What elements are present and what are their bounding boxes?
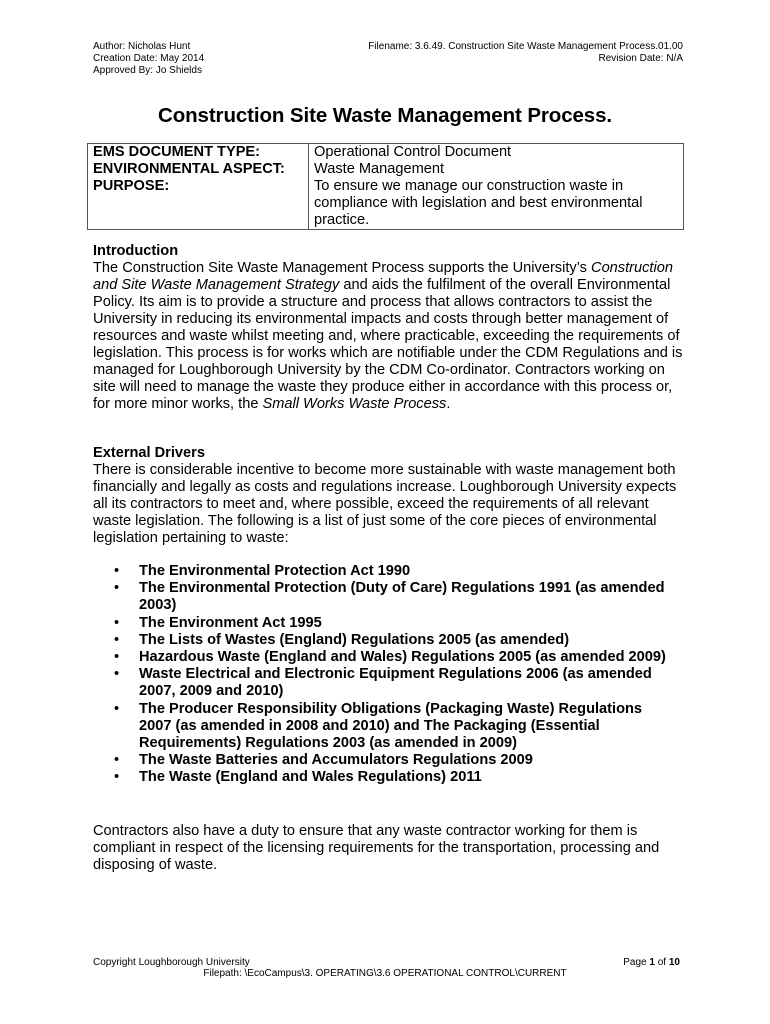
ems-info-table xyxy=(87,143,684,230)
list-item xyxy=(93,580,673,614)
revision-date: Revision Date: N/A xyxy=(598,53,683,64)
purpose-value: To ensure we manage our construction waste in compliance with legislation and best environmental practice. xyxy=(309,178,684,230)
page-prefix: Page xyxy=(623,957,650,968)
introduction-paragraph xyxy=(93,260,685,413)
list-item xyxy=(93,632,673,649)
list-item xyxy=(93,649,673,666)
list-item xyxy=(93,615,673,632)
list-item-text: The Lists of Wastes (England) Regulations 2005 (as amended) xyxy=(139,631,570,648)
list-item-text: The Environmental Protection Act 1990 xyxy=(139,563,411,579)
list-item-text: The Waste (England and Wales Regulations) 2011 xyxy=(139,769,482,786)
closing-paragraph: Contractors also have a duty to ensure that any waste contractor working for them is compliant in respect of the licensing requirements for the transportation, processing and disposing of waste. xyxy=(93,823,660,873)
list-item xyxy=(93,563,673,580)
footer-copyright: Copyright Loughborough University xyxy=(93,957,250,968)
header-right xyxy=(368,41,683,65)
bullet-icon: • xyxy=(114,752,120,769)
list-item-text: The Producer Responsibility Obligations (Packaging Waste) Regulations 2007 (as amended in 2008 and 2010) and The Packaging (Essential Requirements) Regulations 2003 (as amended in 2009) xyxy=(139,700,643,752)
list-item xyxy=(93,701,673,753)
list-item-text: The Environmental Protection (Duty of Care) Regulations 1991 (as amended 2003) xyxy=(139,580,665,614)
environmental-aspect-value: Waste Management xyxy=(309,161,684,178)
bullet-icon: • xyxy=(114,563,120,579)
strategy-title: Construction and Site Waste Management Strategy xyxy=(93,260,673,293)
intro-text-3: . xyxy=(446,396,451,412)
list-item xyxy=(93,769,673,786)
purpose-label: PURPOSE: xyxy=(88,178,309,230)
environmental-aspect-label: ENVIRONMENTAL ASPECT: xyxy=(88,161,309,178)
page-current: 1 xyxy=(649,957,655,968)
ems-document-type-value: Operational Control Document xyxy=(309,144,684,162)
intro-text-1: The Construction Site Waste Management Process supports the University’s xyxy=(93,260,592,276)
external-drivers-heading: External Drivers xyxy=(93,445,205,461)
bullet-icon: • xyxy=(114,666,120,683)
list-item xyxy=(93,752,673,769)
table-row xyxy=(88,161,684,178)
bullet-icon: • xyxy=(114,700,120,717)
list-item-text: Waste Electrical and Electronic Equipment Regulations 2006 (as amended 2007, 2009 and 2010) xyxy=(139,666,652,700)
author: Author: Nicholas Hunt xyxy=(93,41,191,52)
footer-filepath: Filepath: \EcoCampus\3. OPERATING\3.6 OPERATIONAL CONTROL\CURRENT xyxy=(203,968,567,979)
header-left xyxy=(93,41,204,77)
introduction-section xyxy=(93,243,685,413)
bullet-icon: • xyxy=(114,649,120,666)
external-drivers-section xyxy=(93,445,685,547)
creation-date: Creation Date: May 2014 xyxy=(93,53,205,64)
table-row xyxy=(88,178,684,230)
bullet-icon: • xyxy=(114,631,120,648)
intro-text-2: and aids the fulfilment of the overall Environmental Policy. Its aim is to provide a structure and process that allows contractors to assist the University in reducing its environmental impacts and costs through better management of resources and waste whilst meeting and, where practicable, exceeding the requirements of legislation. This process is for works which are notifiable under the CDM Regulations and is managed for Loughborough University by the CDM Co-ordinator. Contractors working on site will need to manage the waste they produce either in accordance with this process or, for more minor works, the xyxy=(93,277,683,412)
list-item xyxy=(93,666,673,700)
small-works-title: Small Works Waste Process xyxy=(262,396,447,412)
page-of: of xyxy=(654,957,669,968)
external-drivers-paragraph: There is considerable incentive to become more sustainable with waste management both financially and legally as costs and regulations increase. Loughborough University expects all its contractors to meet and, where possible, exceed the requirements of all relevant waste legislation. The following is a list of just some of the core pieces of environmental legislation pertaining to waste: xyxy=(93,462,677,546)
table-row xyxy=(88,144,684,162)
bullet-icon: • xyxy=(114,580,120,597)
approved-by: Approved By: Jo Shields xyxy=(93,65,202,76)
filename: Filename: 3.6.49. Construction Site Waste Management Process.01.00 xyxy=(368,41,683,52)
list-item-text: The Waste Batteries and Accumulators Regulations 2009 xyxy=(139,752,533,769)
bullet-icon: • xyxy=(114,614,120,631)
list-item-text: Hazardous Waste (England and Wales) Regulations 2005 (as amended 2009) xyxy=(139,649,666,666)
closing-section xyxy=(93,823,685,874)
ems-document-type-label: EMS DOCUMENT TYPE: xyxy=(88,144,309,162)
document-title: Construction Site Waste Management Process. xyxy=(157,104,613,127)
introduction-heading: Introduction xyxy=(93,243,179,259)
bullet-icon: • xyxy=(114,769,120,786)
list-item-text: The Environment Act 1995 xyxy=(139,614,322,631)
legislation-list xyxy=(93,563,673,787)
page-total: 10 xyxy=(668,957,680,968)
